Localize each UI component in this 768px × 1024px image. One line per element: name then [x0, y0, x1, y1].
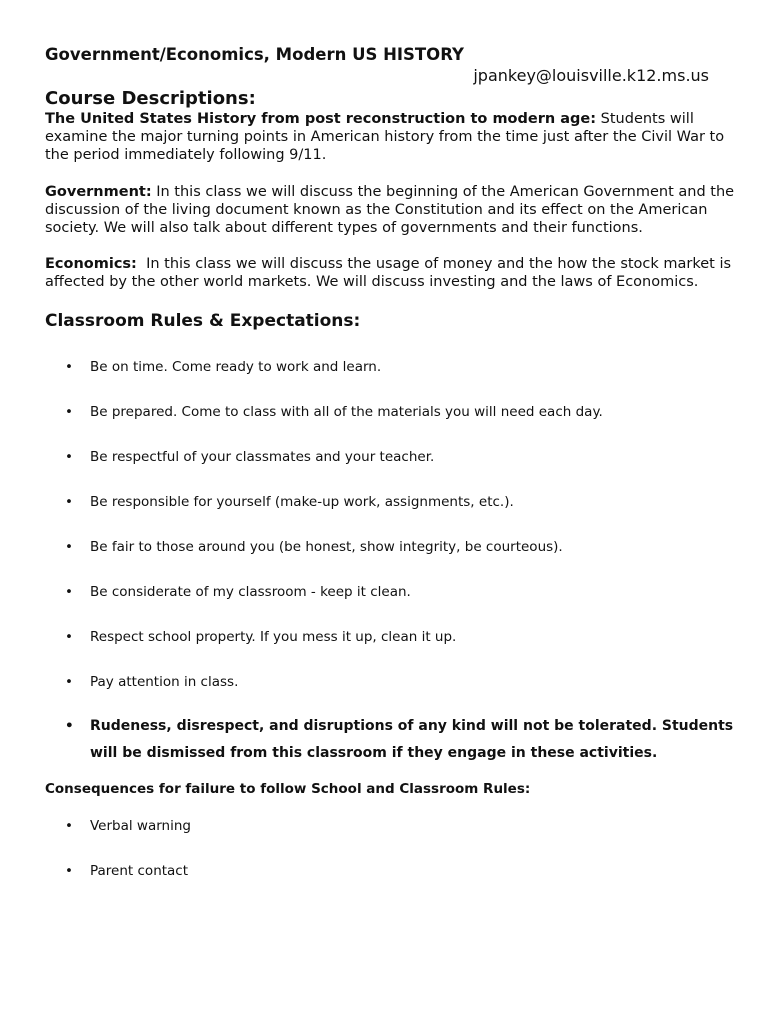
- list-item: [45, 628, 735, 673]
- consequence-text: Parent contact: [90, 862, 189, 879]
- list-item: [45, 583, 735, 628]
- list-item: [45, 538, 735, 583]
- bullet-icon: •: [65, 403, 73, 420]
- bullet-icon: •: [65, 817, 73, 834]
- course-text: In this class we will discuss the usage of money and the how the stock market is affected by the other world markets. We will discuss investing and the laws of Economics.: [45, 256, 736, 291]
- list-item-bold: [45, 713, 735, 768]
- spacer: [45, 798, 735, 817]
- spacer: [45, 332, 735, 358]
- spacer: [45, 292, 735, 310]
- bullet-icon: •: [65, 583, 73, 600]
- rule-text: Be prepared. Come to class with all of the materials you will need each day.: [90, 403, 603, 420]
- spacer: [45, 768, 735, 780]
- rule-text: Be on time. Come ready to work and learn.: [90, 358, 382, 375]
- course-descriptions-heading: Course Descriptions:: [45, 88, 256, 109]
- document-title: Government/Economics, Modern US HISTORY: [45, 45, 464, 64]
- document-page: [45, 44, 735, 907]
- course-description-economics: [45, 255, 735, 291]
- bullet-icon: •: [65, 538, 73, 555]
- list-item: [45, 493, 735, 538]
- rule-text: Be fair to those around you (be honest, show integrity, be courteous).: [90, 538, 563, 555]
- bullet-icon: •: [65, 448, 73, 465]
- bullet-icon: •: [65, 717, 74, 734]
- bullet-icon: •: [65, 493, 73, 510]
- course-label: Government:: [45, 183, 152, 200]
- consequences-heading: Consequences for failure to follow School and Classroom Rules:: [45, 780, 531, 797]
- list-item: [45, 817, 735, 862]
- rule-text: Rudeness, disrespect, and disruptions of any kind will not be tolerated. Students will be dismissed from this classroom if they engage in these activities.: [90, 717, 734, 762]
- course-text: In this class we will discuss the beginning of the American Government and the discussion of the living document known as the Constitution and its effect on the American society. We will also talk about different types of governments and their functions.: [45, 183, 735, 237]
- rule-text: Respect school property. If you mess it up, clean it up.: [90, 628, 457, 645]
- course-description-government: [45, 183, 735, 238]
- bullet-icon: •: [65, 358, 73, 375]
- rule-text: Be respectful of your classmates and your teacher.: [90, 448, 435, 465]
- list-item: [45, 448, 735, 493]
- course-text: Students will examine the major turning points in American history from the time just after the Civil War to the period immediately following 9/11.: [45, 111, 725, 164]
- list-item: [45, 403, 735, 448]
- teacher-email: jpankey@louisville.k12.ms.us: [473, 66, 709, 85]
- consequences-list: [45, 817, 735, 907]
- course-label: Economics:: [45, 256, 137, 273]
- list-item: [45, 358, 735, 403]
- list-item: [45, 862, 735, 907]
- classroom-rules-heading: Classroom Rules & Expectations:: [45, 310, 361, 331]
- list-item: [45, 673, 735, 718]
- classroom-rules-list: [45, 358, 735, 768]
- bullet-icon: •: [65, 862, 73, 879]
- course-description-us-history: [45, 110, 735, 165]
- bullet-icon: •: [65, 673, 73, 690]
- rule-text: Be responsible for yourself (make-up work, assignments, etc.).: [90, 493, 514, 510]
- bullet-icon: •: [65, 628, 73, 645]
- spacer: [45, 237, 735, 255]
- rule-text: Be considerate of my classroom - keep it clean.: [90, 583, 411, 600]
- course-label: The United States History from post reconstruction to modern age:: [45, 111, 597, 127]
- rule-text: Pay attention in class.: [90, 673, 239, 690]
- spacer: [45, 165, 735, 183]
- consequence-text: Verbal warning: [90, 817, 191, 834]
